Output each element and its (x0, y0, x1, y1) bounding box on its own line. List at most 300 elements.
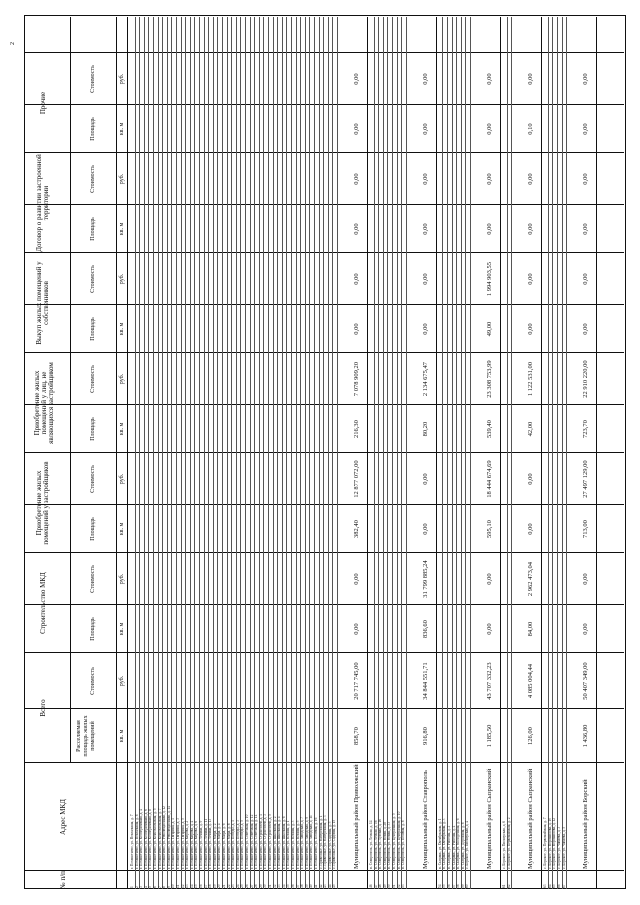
unit-cost: руб. (119, 73, 125, 85)
group-total-other-area: 0,00 (486, 123, 493, 135)
row-address: с. Приволжье, ул. Набережная, д. 1 (318, 815, 323, 869)
row-number: 54 (437, 884, 442, 888)
sub-cost: Стоимость (90, 667, 96, 695)
group-total-total-cost: 20 717 745,00 (353, 662, 360, 700)
group-total-build-cost: 31 799 885,24 (421, 560, 429, 598)
sub-cost: Стоимость (90, 65, 96, 93)
row-rule (171, 17, 172, 889)
row-rule (328, 17, 329, 889)
group-total-persons-area: 539,40 (486, 420, 493, 438)
row-rule (286, 17, 287, 889)
row-number: 59 (460, 884, 465, 888)
row-address: г. Похвистнево, ул. Строителей, д. 1 (258, 814, 263, 869)
row-rule (470, 17, 471, 889)
group-total-contract-area: 0,00 (353, 223, 360, 235)
sub-cost: Стоимость (90, 365, 96, 393)
row-number: 4 (143, 886, 148, 888)
row-number: 53 (401, 884, 406, 888)
row-number: 37 (295, 884, 300, 888)
unit-area: кв. м (119, 122, 125, 136)
group-total-build-area: 0,00 (353, 623, 360, 635)
row-number: 22 (226, 884, 231, 888)
row-rule (167, 17, 168, 889)
group-total-persons-area: 42,00 (527, 421, 535, 437)
unit-area: кв. м (119, 422, 125, 436)
group-total-other-cost: 0,00 (353, 73, 360, 85)
group-total-other-cost: 0,00 (486, 73, 493, 85)
row-number: 20 (217, 884, 222, 888)
row-number: 47 (373, 884, 378, 888)
row-rule (447, 17, 448, 889)
sub-cost: Стоимость (90, 165, 96, 193)
row-address: г. Похвистнево, ул. Мира, д. 8 (226, 823, 231, 869)
row-address: п. Ставрополь, ул. Новая, д. 33 (387, 821, 392, 869)
group-total-builders-area: 0,00 (527, 523, 535, 535)
row-rule (383, 17, 384, 889)
row-address: п. Ставрополь, ул. Лесная, д. 16 (373, 820, 378, 869)
group-total-build-area: 84,00 (527, 621, 535, 637)
row-rule (397, 17, 398, 889)
row-number: 41 (314, 884, 318, 888)
group-name: Муниципальный район Ставрополь (421, 770, 429, 869)
row-address: с. Борское, ул. Пионерская, д. 6 (502, 820, 506, 869)
row-rule (158, 17, 159, 889)
row-rule (185, 17, 186, 889)
row-address: г. Похвистнево, ул. Школьная, д. 4 (277, 816, 282, 869)
row-rule (259, 17, 260, 889)
sub-cost: Стоимость (90, 465, 96, 493)
row-address: г. Похвистнево, ул. Советская, д. 14 (254, 814, 259, 869)
row-address: г. Похвистнево, ул. Ленина, д. 13 (208, 818, 213, 869)
group-total-contract-cost: 0,00 (527, 173, 535, 185)
row-number: 17 (203, 884, 208, 888)
group-total-total-cost: 4 085 004,44 (527, 663, 535, 699)
row-address: г. Похвистнево, ул. Школьная, д. 2 (272, 816, 277, 869)
row-number: 67 (561, 884, 566, 888)
row-number: 27 (249, 884, 254, 888)
group-rule (541, 17, 542, 889)
row-number: 18 (208, 884, 213, 888)
row-rule (245, 17, 246, 889)
group-total-comp-cost: 1 994 903,55 (486, 261, 493, 297)
group-total-comp-cost: 0,00 (527, 273, 535, 285)
page-number: 2 (10, 42, 16, 45)
row-rule (323, 17, 324, 889)
row-rule (204, 17, 205, 889)
group-total-other-cost: 0,00 (582, 73, 590, 85)
row-number: 65 (552, 884, 557, 888)
group-total-total-area: 858,70 (353, 727, 360, 745)
header-no: № п/п (59, 871, 67, 889)
unit-area: кв. м (119, 222, 125, 236)
row-number: 7 (157, 886, 162, 888)
group-total-total-cost: 43 707 332,23 (486, 662, 493, 700)
row-number: 24 (235, 884, 240, 888)
group-total-total-area: 126,00 (527, 727, 535, 745)
row-address: г. Похвистнево, ул. Вокзальная, д. 8 (134, 814, 139, 869)
row-address: г. Похвистнево, ул. Южная, д. 1 (286, 820, 291, 869)
group-total-build-area: 0,00 (486, 623, 493, 635)
group-total-comp-cost: 0,00 (421, 273, 429, 285)
group-total-builders-cost: 0,00 (421, 473, 429, 485)
group-total-build-cost: 2 962 473,04 (527, 561, 535, 597)
group-total-comp-area: 0,00 (353, 323, 360, 335)
sub-cost: Стоимость (90, 265, 96, 293)
row-address: г. Похвистнево, ул. Гагарина, д. 1 (171, 818, 176, 869)
row-address: г. Похвистнево, ул. Южная, д. 3 (291, 820, 295, 869)
row-number: 28 (254, 884, 259, 888)
group-total-total-area: 916,80 (421, 727, 429, 745)
group-total-contract-cost: 0,00 (582, 173, 590, 185)
header-contract: Договор о развитии застроенной территории (35, 154, 50, 252)
row-number: 51 (392, 884, 396, 888)
row-number: 10 (171, 884, 176, 888)
row-address: с. Борское, ул. Ворошилова, д. 10 (547, 818, 552, 869)
row-number: 1 (130, 886, 134, 888)
unit-cost: руб. (119, 675, 125, 687)
row-address: п. Сызрань, ул. Молодёжная, д. 6 (456, 818, 461, 869)
group-total-builders-cost: 18 444 674,69 (486, 460, 493, 498)
row-address: п. Ставрополь, ул. Центральная, д. 5 (392, 813, 396, 869)
row-rule (548, 17, 549, 889)
row-number: 36 (291, 884, 295, 888)
row-rule (291, 17, 292, 889)
row-number: 8 (162, 886, 167, 888)
row-rule (153, 17, 154, 889)
row-rule (456, 17, 457, 889)
row-number: 43 (323, 884, 328, 888)
group-total-contract-cost: 0,00 (353, 173, 360, 185)
row-address: г. Похвистнево, ул. Победы, д. 3 (235, 820, 240, 869)
group-total-persons-cost: 1 122 531,00 (527, 361, 535, 397)
sub-area: Площадь (90, 117, 96, 141)
row-number: 33 (277, 884, 282, 888)
group-total-persons-area: 216,30 (353, 420, 360, 438)
row-address: п. Ставрополь, ул. Полевая, д. 8 (401, 820, 406, 869)
row-rule (273, 17, 274, 889)
group-total-persons-cost: 2 134 675,47 (421, 361, 429, 397)
row-number: 9 (166, 886, 171, 888)
row-address: г. Похвистнево, ул. Полевая, д. 16 (314, 817, 318, 869)
row-rule (566, 17, 567, 889)
group-rule (436, 17, 437, 889)
row-address: с. Приволжье, ул. Садовая, д. 15 (332, 819, 337, 869)
row-number: 66 (557, 884, 561, 888)
row-address: п. Сызрань, ул. Октябрьская, д. 3 (442, 818, 447, 869)
group-total-other-area: 0,10 (527, 123, 535, 135)
row-address: г. Похвистнево, ул. Мира, д. 4 (217, 823, 222, 869)
sub-area: Площадь (90, 217, 96, 241)
row-rule (378, 17, 379, 889)
header-compensation: Выкуп жилых помещений у собственников (35, 261, 50, 345)
group-total-total-cost: 50 407 349,00 (582, 662, 590, 700)
group-total-other-area: 0,00 (421, 123, 429, 135)
row-rule (222, 17, 223, 889)
unit-area: кв. м (119, 729, 125, 743)
row-number: 38 (300, 884, 305, 888)
row-rule (240, 17, 241, 889)
row-number: 30 (263, 884, 268, 888)
row-rule (442, 17, 443, 889)
row-address: г. Похвистнево, ул. Заводская, д. 9 (304, 816, 309, 869)
row-number: 32 (272, 884, 277, 888)
header-total-area: Расселяемая площадь жилых помещений (76, 715, 96, 757)
row-rule (401, 17, 402, 889)
row-address: с. Приволжье, ул. Садовая, д. 5 (327, 821, 332, 869)
header-divider (116, 17, 117, 889)
row-rule (387, 17, 388, 889)
row-rule (406, 17, 407, 889)
group-header-divider (70, 17, 71, 763)
row-address: г. Похвистнево, ул. Революционная, д. 12 (162, 806, 167, 869)
row-number: 16 (199, 884, 203, 888)
row-rule (314, 17, 315, 889)
row-rule (562, 17, 563, 889)
row-address: г. Похвистнево, ул. Кооперативная, д. 6 (143, 809, 148, 869)
row-rule (296, 17, 297, 889)
group-total-comp-area: 0,00 (527, 323, 535, 335)
row-address: г. Похвистнево, ул. Кооперативная, д. 8 (148, 809, 153, 869)
row-address: с. Приволжье, ул. Набережная, д. 3 (323, 815, 328, 869)
group-total-total-cost: 34 844 551,71 (421, 662, 429, 700)
group-total-persons-cost: 23 308 753,99 (486, 360, 493, 398)
header-buy-persons: Приобретение жилых помещений у лиц, не являющихся застройщиком (33, 362, 55, 444)
group-rule (500, 17, 501, 889)
row-address: г. Похвистнево, ул. Кирова, д. 6 (194, 820, 199, 869)
group-total-persons-area: 80,20 (421, 421, 429, 437)
row-number: 12 (180, 884, 185, 888)
row-rule (254, 17, 255, 889)
row-number: 3 (139, 886, 144, 888)
row-rule (277, 17, 278, 889)
row-address: г. Похвистнево, ул. Ленина, д. 9 (199, 820, 203, 869)
row-rule (148, 17, 149, 889)
row-number: 62 (506, 884, 511, 888)
group-total-contract-area: 0,00 (582, 223, 590, 235)
header-build: Строительство МКД (39, 572, 47, 634)
row-number: 6 (153, 886, 157, 888)
row-address: п. Ставрополь, ул. Новая, д. 28 (382, 821, 387, 869)
row-number: 64 (547, 884, 552, 888)
row-number: 46 (369, 884, 373, 888)
row-rule (208, 17, 209, 889)
group-rule (367, 17, 368, 889)
row-number: 23 (231, 884, 236, 888)
group-total-builders-area: 382,40 (353, 520, 360, 538)
row-address: с. Борское, ул. Первомайская, д. 7 (543, 817, 548, 869)
row-rule (557, 17, 558, 889)
row-number: 42 (318, 884, 323, 888)
group-total-other-cost: 0,00 (421, 73, 429, 85)
group-total-comp-area: 0,00 (421, 323, 429, 335)
row-rule (176, 17, 177, 889)
row-address: г. Похвистнево, ул. Кирова, д. 2 (185, 820, 190, 869)
row-address: п. Сызрань, ул. Октябрьская, д. 1 (437, 818, 442, 869)
row-address: г. Похвистнево, ул. Заводская, д. 11 (309, 815, 314, 869)
row-address: п. Сызрань, ул. Рабочая, д. 4 (451, 825, 456, 869)
group-total-build-cost: 0,00 (582, 573, 590, 585)
group-total-builders-area: 713,00 (582, 520, 590, 538)
row-address: г. Похвистнево, ул. Мира, д. 6 (222, 823, 226, 869)
row-rule (282, 17, 283, 889)
row-rule (217, 17, 218, 889)
row-address: с. Борское, ул. Первомайская, д. 2 (506, 817, 511, 869)
header-buy-builders: Приобретение жилых помещений у застройщиков (35, 461, 50, 545)
row-rule (213, 17, 214, 889)
row-number: 50 (387, 884, 392, 888)
group-total-build-area: 836,60 (421, 620, 429, 638)
row-number: 63 (543, 884, 548, 888)
header-other: Прочие (39, 91, 47, 115)
row-number: 21 (222, 884, 226, 888)
row-address: п. Ставрополь, ул. Луговая, д. 16 (378, 819, 383, 869)
sub-area: Площадь (90, 517, 96, 541)
row-address: с. Борское, ул. Пионерская, д. 4 (465, 820, 470, 869)
row-number: 44 (327, 884, 332, 888)
group-name: Муниципальный район Приволжский (353, 764, 360, 869)
row-address: г. Похвистнево, ул. Гагарина, д. 5 (180, 818, 185, 869)
group-total-persons-area: 723,70 (582, 420, 590, 438)
row-address: г. Похвистнево, ул. Победы, д. 1 (231, 820, 236, 869)
group-total-contract-area: 0,00 (486, 223, 493, 235)
row-number: 29 (258, 884, 263, 888)
group-total-other-area: 0,00 (582, 123, 590, 135)
row-address: г. Похвистнево, ул. Советская, д. 12 (249, 814, 254, 869)
group-total-contract-cost: 0,00 (486, 173, 493, 185)
row-rule (268, 17, 269, 889)
row-address: с. Борское, ул. Чапаева, д. 5 (561, 826, 566, 869)
row-rule (309, 17, 310, 889)
row-address: г. Похвистнево, ул. Строителей, д. 5 (268, 814, 272, 869)
row-rule (332, 17, 333, 889)
row-address: п. Ставрополь, ул. Лесная, д. 14 (369, 820, 373, 869)
row-rule (319, 17, 320, 889)
row-address: г. Похвистнево, ул. Строителей, д. 3 (263, 814, 268, 869)
row-address: г. Похвистнево, ул. Революционная, д. 14 (166, 806, 171, 869)
group-total-comp-cost: 0,00 (582, 273, 590, 285)
row-address: г. Похвистнево, ул. Победы, д. 5 (240, 820, 245, 869)
group-name: Муниципальный район Сызранский (486, 768, 493, 869)
unit-area: кв. м (119, 322, 125, 336)
group-total-other-area: 0,00 (353, 123, 360, 135)
row-address: г. Похвистнево, ул. Школьная, д. 6 (281, 816, 286, 869)
group-total-builders-area: 0,00 (421, 523, 429, 535)
group-total-build-area: 0,00 (582, 623, 590, 635)
row-rule (144, 17, 145, 889)
row-address: г. Похвистнево, ул. Мира, д. 2 (212, 823, 217, 869)
row-number: 15 (194, 884, 199, 888)
row-number: 40 (309, 884, 314, 888)
row-address: г. Похвистнево, ул. Заводская, д. 7 (300, 816, 305, 869)
group-total-comp-area: 49,00 (486, 321, 493, 337)
row-rule (181, 17, 182, 889)
row-rule (139, 17, 140, 889)
row-rule (250, 17, 251, 889)
row-rule (236, 17, 237, 889)
row-rule (227, 17, 228, 889)
row-address: п. Ставрополь, ул. Центральная, д. 10 (396, 811, 401, 869)
unit-cost: руб. (119, 473, 125, 485)
row-address: г. Похвистнево, ул. Советская, д. 10 (245, 814, 249, 869)
group-total-total-area: 1 436,80 (582, 724, 590, 748)
row-rule (135, 17, 136, 889)
row-rule (452, 17, 453, 889)
row-number: 13 (185, 884, 190, 888)
row-address: г. Похвистнево, ул. Кирова, д. 4 (189, 820, 194, 869)
sub-area: Площадь (90, 617, 96, 641)
row-number: 45 (332, 884, 337, 888)
row-number: 48 (378, 884, 383, 888)
row-rule (392, 17, 393, 889)
group-total-contract-area: 0,00 (527, 223, 535, 235)
row-address: г. Похвистнево, ул. Кооперативная, д. 4 (139, 809, 144, 869)
group-name: Муниципальный район Сызранский (527, 768, 535, 869)
unit-cost: руб. (119, 273, 125, 285)
group-total-builders-cost: 12 877 072,00 (353, 460, 360, 498)
sub-area: Площадь (90, 317, 96, 341)
row-number: 34 (281, 884, 286, 888)
row-rule (199, 17, 200, 889)
row-address: г. Похвистнево, ул. Ленина, д. 11 (203, 818, 208, 869)
sub-cost: Стоимость (90, 565, 96, 593)
row-rule (552, 17, 553, 889)
row-rule (337, 17, 338, 889)
row-rule (263, 17, 264, 889)
row-address: п. Сызрань, ул. Рабочая, д. 2 (447, 825, 451, 869)
row-rule (190, 17, 191, 889)
row-number: 56 (447, 884, 451, 888)
group-total-persons-cost: 22 910 220,00 (582, 360, 590, 398)
row-rule (507, 17, 508, 889)
row-number: 14 (189, 884, 194, 888)
row-address: п. Сызрань, ул. Дорожная, д. 8 (460, 822, 465, 869)
row-rule (162, 17, 163, 889)
group-total-build-cost: 0,00 (353, 573, 360, 585)
group-total-persons-cost: 7 078 909,20 (353, 361, 360, 397)
unit-area: кв. м (119, 622, 125, 636)
group-name: Муниципальный район Борский (582, 779, 590, 869)
row-number: 39 (304, 884, 309, 888)
group-total-build-cost: 0,00 (486, 573, 493, 585)
row-address: г. Похвистнево, ул. Южная, д. 5 (295, 820, 300, 869)
row-number: 49 (382, 884, 387, 888)
unit-cost: руб. (119, 173, 125, 185)
row-number: 55 (442, 884, 447, 888)
row-address: г. Похвистнево, ул. Вокзальная, д. 7 (130, 814, 134, 869)
row-address: с. Борское, ул. Чапаева, д. 3 (557, 826, 561, 869)
row-number: 25 (240, 884, 245, 888)
group-total-builders-cost: 0,00 (527, 473, 535, 485)
group-total-contract-area: 0,00 (421, 223, 429, 235)
row-rule (374, 17, 375, 889)
group-total-comp-area: 0,00 (582, 323, 590, 335)
row-number: 11 (176, 884, 180, 888)
row-rule (461, 17, 462, 889)
subheader-divider (127, 17, 128, 889)
row-number: 52 (396, 884, 401, 888)
group-total-contract-cost: 0,00 (421, 173, 429, 185)
row-number: 60 (465, 884, 470, 888)
group-rule (596, 17, 597, 889)
row-number: 26 (245, 884, 249, 888)
row-number: 57 (451, 884, 456, 888)
row-rule (305, 17, 306, 889)
row-number: 35 (286, 884, 291, 888)
row-rule (231, 17, 232, 889)
group-total-comp-cost: 0,00 (353, 273, 360, 285)
row-rule (300, 17, 301, 889)
row-number: 58 (456, 884, 461, 888)
